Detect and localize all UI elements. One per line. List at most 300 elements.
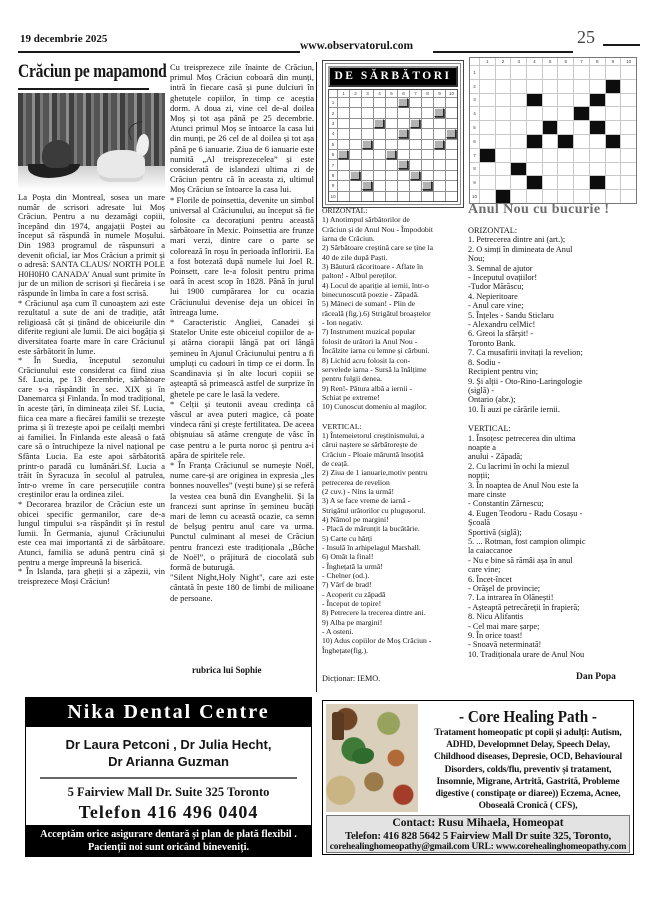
- grid-cell: [527, 80, 542, 93]
- grid-cell: [606, 94, 621, 107]
- grid-row-label: 2: [329, 108, 337, 117]
- grid-marked-cell: [350, 171, 361, 180]
- grid-cell: [374, 129, 385, 138]
- grid-col-label: 7: [574, 58, 589, 65]
- text-line: Dr Laura Petconi , Dr Julia Hecht,: [65, 737, 272, 752]
- grid-black-cell: [480, 149, 495, 162]
- grid-cell: [422, 108, 433, 117]
- grid-tile: [386, 150, 396, 159]
- grid-cell: [606, 107, 621, 120]
- grid-cell: [422, 119, 433, 128]
- grid-cell: [350, 119, 361, 128]
- text-line: * Celții și teutonii aveau credința că vâscul ar avea puteri magice, că poate vindeca răni și crește fertilitatea. De aceea obișnuiau să atârne crenguțe de vâsc în case pentru a le purta noroc și pentru a-i apăra de spiritele rele.: [170, 398, 314, 460]
- nika-ad-title: Nika Dental Centre: [25, 697, 312, 727]
- grid-cell: [558, 149, 573, 162]
- puzzle2-author: Dan Popa: [576, 672, 616, 682]
- grid-cell: [480, 135, 495, 148]
- grid-cell: [527, 121, 542, 134]
- text-line: palton! - Albul pereților.: [322, 271, 397, 281]
- santa-silhouette: [42, 140, 72, 168]
- grid-cell: [362, 192, 373, 201]
- grid-cell: [362, 129, 373, 138]
- text-line: - Chelner (od.).: [322, 571, 370, 581]
- article-byline: rubrica lui Sophie: [192, 665, 262, 675]
- grid-marked-cell: [434, 140, 445, 149]
- grid-cell: [338, 98, 349, 107]
- text-line: 2. Cu lacrimi în ochi la miezul: [468, 461, 570, 471]
- grid-cell: [362, 98, 373, 107]
- nika-ad-footer: [25, 825, 312, 857]
- grid-cell: [446, 160, 457, 169]
- text-line: (2 cuv.) - Nins la urmă!: [322, 486, 395, 496]
- text-line: 7) Vârf de brad!: [322, 580, 372, 590]
- grid-cell: [543, 163, 558, 176]
- article-column-2: [170, 62, 314, 654]
- grid-cell: [527, 163, 542, 176]
- grid-tile: [398, 98, 408, 107]
- grid-cell: [374, 150, 385, 159]
- text-line: ORIZONTAL:: [468, 226, 518, 235]
- text-line: 5. ... Rotman, fost campion olimpic: [468, 537, 586, 546]
- grid-row-label: 7: [329, 160, 337, 169]
- grid-marked-cell: [398, 98, 409, 107]
- grid-cell: [480, 80, 495, 93]
- grid-cell: [574, 176, 589, 189]
- text-line: - Ion negativ.: [322, 318, 363, 328]
- text-line: 2) Sărbătoare creștină care se ține la: [322, 243, 433, 253]
- grid-cell: [527, 107, 542, 120]
- text-line: - Acoperit cu zăpadă: [322, 589, 386, 599]
- article-column-1: [18, 193, 165, 645]
- text-line: VERTICAL:: [322, 421, 362, 431]
- grid-cell: [446, 171, 457, 180]
- grid-cell: [374, 160, 385, 169]
- text-line: 5. Înțeles - Sandu Sticlaru: [468, 310, 554, 320]
- grid-cell: [398, 108, 409, 117]
- grid-row-label: 5: [470, 121, 479, 134]
- grid-tile: [362, 140, 372, 149]
- grid-cell: [606, 176, 621, 189]
- grid-cell: [590, 66, 605, 79]
- grid-cell: [398, 171, 409, 180]
- grid-col-label: 10: [446, 90, 457, 97]
- homeopathy-photo: [326, 704, 418, 812]
- text-line: - Constantin Zărnescu;: [468, 499, 544, 509]
- puzzle1-clues: [322, 206, 462, 655]
- grid-cell: [350, 192, 361, 201]
- grid-cell: [543, 135, 558, 148]
- grid-cell: [398, 140, 409, 149]
- text-line: - Alexandru celMic!: [468, 320, 536, 330]
- puzzle2-orizontal-clues: [468, 226, 642, 414]
- grid-row-label: 6: [470, 135, 479, 148]
- grid-cell: [386, 181, 397, 190]
- text-line: Dr Arianna Guzman: [108, 754, 229, 769]
- core-ad-title: - Core Healing Path -: [458, 707, 597, 726]
- grid-cell: [511, 149, 526, 162]
- grid-cell: [446, 98, 457, 107]
- grid-tile: [398, 129, 408, 138]
- masthead-rule-right: [433, 51, 573, 53]
- grid-cell: [434, 150, 445, 159]
- nika-divider: [40, 777, 297, 779]
- grid-tile: [398, 160, 408, 169]
- grid-cell: [350, 108, 361, 117]
- grid-cell: [338, 108, 349, 117]
- grid-cell: [558, 176, 573, 189]
- grid-cell: [410, 181, 421, 190]
- grid-marked-cell: [434, 108, 445, 117]
- text-line: Disorders, colds/flu, preventiv și tratament,: [444, 764, 612, 775]
- text-line: La Poșta din Montreal, sosea un mare număr de scrisori adresate lui Moș Crăciun. Pentru a nu dezamăgi copiii, începând din 1974, angajații Poștei au început să răspundă în numele Moșului. Din 1983 programul de răspunsuri a devenit oficial, iar Mos Crăciun a primit și o adresă: SANTA CLAUS/ NORTH POLE H0H0H0 CANADA' Anual sunt primite în jur de un milion de scrisori și fiecăreia i se răspunde în limba în care a fost scrisă.: [18, 193, 165, 298]
- text-line: Sportivă (siglă);: [468, 527, 522, 537]
- site-url: www.observatorul.com: [300, 40, 414, 52]
- grid-cell: [480, 107, 495, 120]
- text-line: Pacienții noi sunt oricând bineveniți.: [87, 842, 250, 853]
- text-line: 10) Adus copiilor de Moș Crăciun -: [322, 636, 432, 646]
- text-line: * În Franța Crăciunul se numește Noël, nume care-și are originea in expresia „les bonnes nouvelles” (vești bune) și se referă la vestea cea bună din Evanghelii. Și la francezi sunt aprinse în șemineu bucăți mari de lemn cu această ocazie, ca semn de belșug pentru anul care va urma. Punctul culminant al mesei de Crăciun pentru francezi este tradiționala „Bûche de Noël”, o prăjitură de ciocolată sub formă de buturugă.: [170, 459, 314, 572]
- grid-cell: [480, 66, 495, 79]
- grid-cell: [446, 192, 457, 201]
- text-line: digestive ( constipațe or diaree)) Eczema, Acnee,: [435, 789, 621, 800]
- grid-marked-cell: [410, 171, 421, 180]
- grid-cell: [574, 94, 589, 107]
- grid-cell: [496, 163, 511, 176]
- grid-cell: [543, 66, 558, 79]
- grid-black-cell: [590, 121, 605, 134]
- text-line: Acceptăm orice asigurare dentară și plan de plată flexibil .: [40, 829, 297, 840]
- grid-cell: [386, 160, 397, 169]
- text-line: folosit de urători la Anul Nou -: [322, 336, 418, 346]
- column-separator: [316, 62, 317, 692]
- grid-cell: [338, 119, 349, 128]
- grid-cell: [496, 66, 511, 79]
- grid-black-cell: [558, 135, 573, 148]
- text-line: 8) Petrecere la trecerea dintre ani.: [322, 608, 426, 618]
- nika-address: 5 Fairview Mall Dr. Suite 325 Toronto: [67, 785, 270, 799]
- grid-cell: [398, 192, 409, 201]
- grid-cell: [621, 149, 636, 162]
- text-line: binecunoscută poezie - Zăpadă.: [322, 290, 419, 300]
- grid-marked-cell: [386, 150, 397, 159]
- grid-col-label: 8: [590, 58, 605, 65]
- grid-cell: [410, 150, 421, 159]
- grid-cell: [386, 192, 397, 201]
- issue-date: 19 decembrie 2025: [20, 33, 108, 45]
- grid-row-label: 3: [470, 94, 479, 107]
- page-number: 25: [577, 27, 595, 47]
- reindeer-body: [97, 150, 145, 178]
- text-line: 9) Ren!- Pătura albă a iernii -: [322, 383, 413, 393]
- grid-corner: [329, 90, 337, 97]
- grid-cell: [338, 181, 349, 190]
- grid-corner: [470, 58, 479, 65]
- grid-cell: [558, 107, 573, 120]
- grid-marked-cell: [446, 129, 457, 138]
- text-line: 1. Însoțesc petrecerea din ultima: [468, 433, 576, 443]
- grid-cell: [511, 176, 526, 189]
- text-line: Recipient pentru vin;: [468, 367, 539, 377]
- grid-row-label: 1: [470, 66, 479, 79]
- clue-gap: [322, 412, 462, 422]
- grid-black-cell: [574, 107, 589, 120]
- text-line: 3. În noaptea de Anul Nou este la: [468, 480, 579, 490]
- grid-cell: [606, 66, 621, 79]
- text-line: * Florile de poinsettia, devenite un simbol universal al Crăciunului, au început să fie folosite ca decorațiuni pentru această sărbătoare în Mexic. Poinsettia are frunze mari verzi, dintre care o parte se colorează în roșu în perioada înfloririi. Ea a fost botezată după numele lui Joel R. Poinsett, care le-a folosit pentru prima oară în acest scop în 1828. Până în jurul lui 1900 cumpărarea lor cu ocazia Crăciunului devenise deja un obicei în întreaga lume.: [170, 194, 314, 317]
- grid-col-label: 2: [350, 90, 361, 97]
- text-line: mare cinste: [468, 489, 507, 499]
- grid-cell: [398, 119, 409, 128]
- grid-cell: [574, 80, 589, 93]
- text-line: de ceață.: [322, 458, 349, 468]
- grid-cell: [606, 149, 621, 162]
- text-line: nopții;: [468, 471, 490, 481]
- text-line: răceală (fig.).6) Strigătul broaștelor: [322, 308, 431, 318]
- grid-cell: [398, 181, 409, 190]
- text-line: - Placă de mărunțit la bucătărie.: [322, 524, 420, 534]
- text-line: 10. Îi auzi pe cărările iernii.: [468, 404, 560, 414]
- grid-cell: [386, 98, 397, 107]
- text-line: - Așteaptă petrecăreții în frapieră;: [468, 602, 580, 612]
- grid-cell: [350, 140, 361, 149]
- grid-cell: [606, 163, 621, 176]
- grid-cell: [527, 149, 542, 162]
- grid-black-cell: [527, 176, 542, 189]
- grid-cell: [338, 192, 349, 201]
- text-line: * În Islanda, țara gheții și a zăpezii, vin treisprezece Moși Crăciun!: [18, 566, 165, 586]
- nika-doctors: [26, 736, 311, 770]
- grid-cell: [543, 94, 558, 107]
- grid-cell: [338, 171, 349, 180]
- text-line: * În Suedia, începutul sezonului Crăciunului este considerat ca fiind ziua Sf. Lucia, pe 13 decembrie, sărbătoare care s-a răspândit în sec. XIX și în Danemarca și Finlanda. În mod tradițional, în aceste țări, în dimineața zilei Sf. Lucia, fiica cea mare a fiecărei familii se trezește prima și îi trezește apoi pe ceilalți membri ai familiei. În Finlanda este aleasă o fată care să o întruchipeze la nivel național pe Sfânta Lucia. Ea este apoi sărbătorită printr-o paradă cu lumânări.Sf. Lucia a trăit în Syracuza în secolul al patrulea, într-o vreme în care persecuțiile contra creștinilor erau la ordinea zilei.: [18, 355, 165, 500]
- grid-cell: [496, 80, 511, 93]
- grid-cell: [590, 149, 605, 162]
- crossword-title: DE SĂRBĂTORI: [328, 66, 458, 87]
- grid-cell: [362, 119, 373, 128]
- grid-marked-cell: [410, 119, 421, 128]
- article-title: Crăciun pe mapamond: [18, 61, 167, 82]
- text-line: 4. Nepieritoare: [468, 291, 518, 301]
- grid-cell: [350, 181, 361, 190]
- text-line: Înghețate(fig.).: [322, 645, 369, 655]
- puzzle1-vertical-clues: [322, 422, 462, 656]
- grid-row-label: 10: [470, 190, 479, 203]
- grid-col-label: 5: [386, 90, 397, 97]
- grid-row-label: 4: [329, 129, 337, 138]
- grid-cell: [434, 171, 445, 180]
- text-line: Toronto Bank.: [468, 338, 516, 348]
- grid-cell: [422, 160, 433, 169]
- grid-row-label: 8: [470, 163, 479, 176]
- grid-cell: [590, 80, 605, 93]
- grid-cell: [621, 190, 636, 203]
- text-line: 5) Mâneci de suman! - Plin de: [322, 299, 416, 309]
- grid-cell: [422, 98, 433, 107]
- grid-cell: [574, 149, 589, 162]
- grid-cell: [621, 80, 636, 93]
- grid-cell: [386, 140, 397, 149]
- grid-tile: [338, 150, 348, 159]
- grid-cell: [621, 163, 636, 176]
- santa-sleigh-photo: [18, 93, 165, 190]
- grid-cell: [511, 66, 526, 79]
- text-line: 6. Greoi la sfârșit! -: [468, 329, 534, 339]
- grid-cell: [386, 129, 397, 138]
- grid-cell: [410, 108, 421, 117]
- grid-cell: [374, 181, 385, 190]
- grid-tile: [350, 171, 360, 180]
- grid-cell: [606, 121, 621, 134]
- grid-cell: [410, 140, 421, 149]
- text-line: - Anul care vine;: [468, 301, 524, 311]
- text-line: care vine;: [468, 565, 501, 575]
- text-line: 1. Petrecerea dintre ani (art.);: [468, 235, 566, 245]
- grid-cell: [590, 135, 605, 148]
- text-line: ORIZONTAL:: [322, 206, 368, 215]
- text-line: 7. Ca musafirii invitați la revelion;: [468, 348, 583, 358]
- grid-tile: [434, 108, 444, 117]
- grid-cell: [422, 171, 433, 180]
- grid-row-label: 8: [329, 171, 337, 180]
- grid-cell: [496, 121, 511, 134]
- grid-marked-cell: [362, 140, 373, 149]
- text-line: Nou;: [468, 254, 485, 264]
- puzzle1-dictionary-note: Dicționar: IEMO.: [322, 674, 381, 683]
- grid-cell: [374, 108, 385, 117]
- grid-cell: [558, 163, 573, 176]
- text-line: - Nu e bine să rămâi așa în anul: [468, 555, 573, 565]
- text-line: 4) Locul de apariție al iernii, într-o: [322, 280, 429, 290]
- grid-cell: [621, 121, 636, 134]
- grid-cell: [338, 160, 349, 169]
- grid-black-cell: [511, 163, 526, 176]
- text-line: cărui naștere se sărbătorește de: [322, 440, 418, 450]
- grid-cell: [446, 119, 457, 128]
- text-line: Tratament homeopatic pt copii și adulți: Autism,: [434, 728, 622, 738]
- text-line: 7. La intrarea în Olănești!: [468, 593, 554, 603]
- text-line: Ontario (abr.);: [468, 395, 516, 405]
- text-line: - A osteni.: [322, 627, 354, 637]
- grid-cell: [621, 135, 636, 148]
- text-line: Insomnie, Migrane, Artrită, Gastrită, Probleme: [436, 776, 620, 787]
- grid-cell: [410, 160, 421, 169]
- grid-cell: [496, 135, 511, 148]
- grid-black-cell: [606, 80, 621, 93]
- text-line: Childhood diseases, Depresie, OCD, Behavioural: [434, 752, 622, 763]
- text-line: ADHD, Developmnet Delay, Speech Delay,: [446, 740, 610, 751]
- text-line: petrecerea de revelion: [322, 477, 390, 487]
- core-contact-box: [326, 815, 630, 853]
- grid-col-label: 6: [558, 58, 573, 65]
- grid-marked-cell: [398, 129, 409, 138]
- grid-cell: [590, 163, 605, 176]
- text-line: 10. Tradiționala urare de Anul Nou: [468, 649, 585, 659]
- nika-phone: Telefon 416 496 0404: [78, 802, 259, 822]
- text-line: * Decorarea brazilor de Crăciun este un obicei specific germanilor, care de-a lungul timpului s-a răspândit și în restul lumii. În Germania, ajunul Crăciunului este cea mai importantă zi de sărbătoare. Atunci, familia se adună pentru cină și pentru a merge împreună la biserică.: [18, 499, 165, 567]
- text-line: Crăciun și de Anul Nou - Împodobit: [322, 224, 434, 234]
- grid-cell: [543, 176, 558, 189]
- grid-cell: [434, 192, 445, 201]
- grid-cell: [574, 66, 589, 79]
- grid-tile: [446, 129, 456, 138]
- grid-cell: [386, 119, 397, 128]
- grid-black-cell: [543, 121, 558, 134]
- text-line: * Caracteristic Angliei, Canadei și Statelor Unite este obiceiul copiilor de a-și atârna ciorapii lângă pat ori lângă șemineu în Ajunul Crăciunului pentru a fi umpluți cu cadouri în timp ce ei dorm. În Scandinavia și în alte locuri copiii se așteaptă să primească astfel de surprize în ghetele pe care le lasă la vedere.: [170, 317, 314, 399]
- text-line: 8. Nicu Alifantis: [468, 612, 524, 622]
- grid-marked-cell: [422, 181, 433, 190]
- text-line: 2) Ziua de 1 ianuarie,motiv pentru: [322, 468, 428, 478]
- text-line: 3) Băutură răcoritoare - Aflate în: [322, 262, 423, 272]
- grid-col-label: 2: [496, 58, 511, 65]
- text-line: * Crăciunul așa cum îl cunoaștem azi este rezultatul a sute de ani de tradiție, atât religioasă cât și ținând de obiceiurile din diferite regiuni ale lumii. De aici bogăția și diversitatea foarte mare în care Crăciunul este sărbătorit în lume.: [18, 297, 165, 356]
- grid-row-label: 9: [470, 176, 479, 189]
- grid-cell: [350, 98, 361, 107]
- grid-col-label: 4: [527, 58, 542, 65]
- grid-black-cell: [527, 94, 542, 107]
- grid-marked-cell: [374, 119, 385, 128]
- grid-cell: [511, 107, 526, 120]
- grid-cell: [350, 150, 361, 159]
- grid-col-label: 1: [338, 90, 349, 97]
- grid-row-label: 2: [470, 80, 479, 93]
- grid-cell: [496, 176, 511, 189]
- grid-tile: [434, 140, 444, 149]
- crossword-grid-2: [469, 57, 637, 204]
- grid-cell: [410, 129, 421, 138]
- grid-cell: [434, 129, 445, 138]
- text-line: 1) Anotimpul sărbătorilor de: [322, 215, 410, 225]
- core-healing-ad: [322, 700, 634, 855]
- text-line: 40 de zile după Paști.: [322, 252, 388, 262]
- text-line: - Insulă în arhipelagul Marshall.: [322, 543, 421, 553]
- core-contact-phone-address: Telefon: 416 828 5642 5 Fairview Mall Dr suite 325, Toronto,: [344, 830, 612, 842]
- grid-tile: [422, 181, 432, 190]
- grid-cell: [350, 160, 361, 169]
- grid-black-cell: [527, 135, 542, 148]
- grid-marked-cell: [362, 181, 373, 190]
- grid-cell: [362, 150, 373, 159]
- grid-cell: [422, 192, 433, 201]
- grid-black-cell: [606, 135, 621, 148]
- grid-row-label: 5: [329, 140, 337, 149]
- text-line: - Înghețată la urmă!: [322, 561, 383, 571]
- grid-cell: [480, 163, 495, 176]
- text-line: - Inceputul ovațiilor!: [468, 273, 538, 283]
- grid-cell: [543, 107, 558, 120]
- text-line: servelede iarna - Sursă la înălțime: [322, 364, 427, 374]
- grid-cell: [621, 176, 636, 189]
- grid-cell: [543, 80, 558, 93]
- grid-cell: [422, 129, 433, 138]
- grid-cell: [338, 140, 349, 149]
- grid-tile: [362, 181, 372, 190]
- grid-cell: [422, 150, 433, 159]
- grid-cell: [558, 66, 573, 79]
- grid-row-label: 7: [470, 149, 479, 162]
- core-contact-name: Contact: Rusu Mihaela, Homeopat: [392, 817, 564, 829]
- text-line: 7) Instrument muzical popular: [322, 327, 416, 337]
- core-contact-email-url: corehealinghomeopathy@gmail.com URL: www.corehealinghomeopathy.com: [329, 842, 627, 852]
- grid-row-label: 6: [329, 150, 337, 159]
- text-line: - Snoavă neterminată!: [468, 640, 542, 650]
- grid-col-label: 9: [434, 90, 445, 97]
- grid-cell: [374, 140, 385, 149]
- text-line: pentru fulgii denea.: [322, 374, 382, 384]
- grid-cell: [496, 149, 511, 162]
- text-line: 6) Omăt la final!: [322, 552, 374, 562]
- grid-col-label: 9: [606, 58, 621, 65]
- text-line: Schiat pe extreme!: [322, 392, 380, 402]
